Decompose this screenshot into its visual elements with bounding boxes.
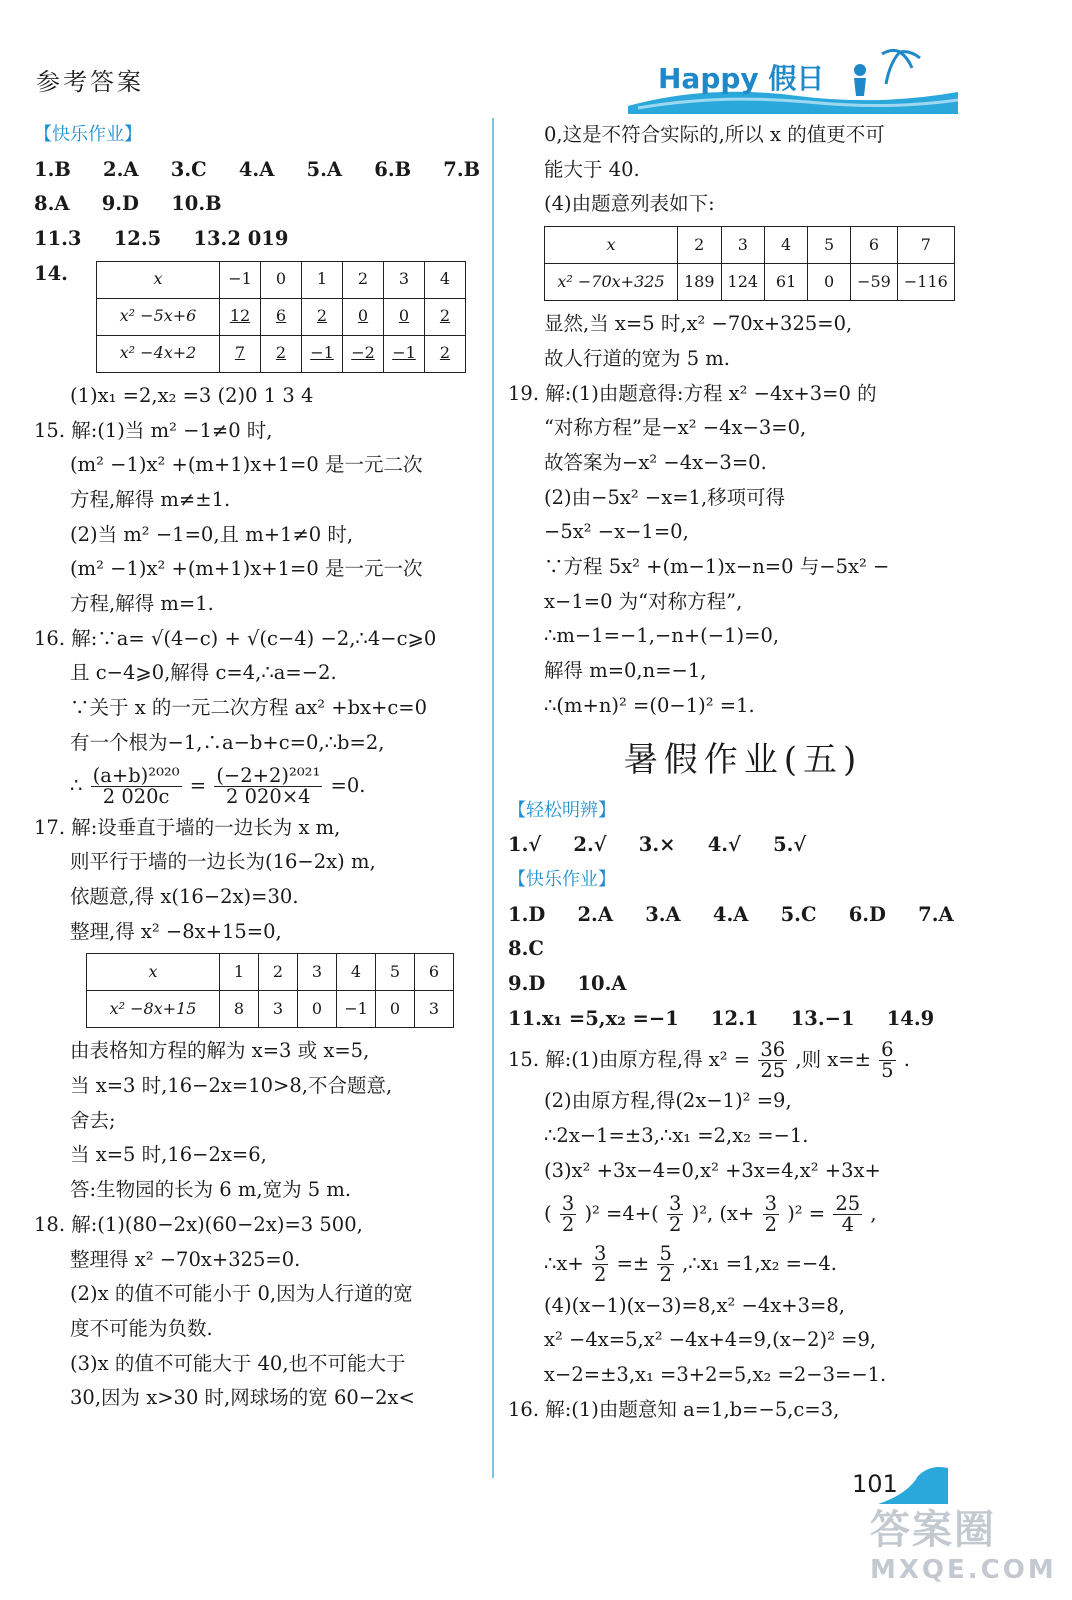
table-row: [97, 298, 466, 335]
table-q18-wrap: [508, 226, 978, 301]
person-body-icon: [854, 78, 866, 96]
table-cell: 6: [261, 298, 302, 335]
text: )² =4+(: [584, 1201, 659, 1225]
question-14: [34, 257, 484, 379]
column-divider: [492, 118, 494, 1478]
table-cell: −116: [897, 264, 954, 301]
table-cell: 4: [425, 261, 466, 298]
page-header-title: 参考答案: [36, 68, 144, 96]
numerator: (−2+2)²⁰²¹: [216, 763, 321, 787]
answer: 4.A: [712, 902, 749, 926]
table-cell: 4: [765, 227, 808, 264]
numerator: 3: [764, 1191, 777, 1215]
table-cell: −59: [851, 264, 898, 301]
solution-line: ∴(m+n)² =(0−1)² =1.: [544, 693, 755, 717]
answer: 13.−1: [790, 1006, 855, 1030]
table-cell: −1: [384, 335, 425, 372]
answer-row: [34, 222, 484, 257]
table-cell: 2: [261, 335, 302, 372]
table-cell: 1: [302, 261, 343, 298]
answer: 2.A: [103, 157, 139, 181]
table-cell: 4: [337, 954, 376, 991]
text: )² =: [787, 1201, 826, 1225]
solution-line: 当 x=3 时,16−2x=10>8,不合题意,: [70, 1074, 393, 1098]
text: ∴x+: [544, 1251, 584, 1275]
solution-line: (2)当 m² −1=0,且 m+1≠0 时,: [70, 522, 354, 546]
section-heading: 【快乐作业】: [508, 868, 616, 890]
denominator: 2: [668, 1212, 682, 1236]
answer: 9.D: [508, 972, 546, 996]
table-row: [545, 227, 955, 264]
table-cell: 61: [765, 264, 808, 301]
table-cell: 0: [384, 298, 425, 335]
solution-line-fraction: [508, 1036, 978, 1084]
table-cell: 0: [376, 991, 415, 1028]
answer: 8.C: [508, 937, 544, 961]
solution-line: 方程,解得 m≠±1.: [70, 487, 231, 511]
solution-line: 故答案为−x² −4x−3=0.: [544, 450, 767, 474]
table-cell: 2: [425, 335, 466, 372]
fraction: [592, 1241, 608, 1286]
table-q14: [96, 261, 466, 373]
table-cell: 0: [343, 298, 384, 335]
person-icon: [854, 64, 866, 76]
watermark-url: MXQE.COM: [870, 1555, 1057, 1585]
table-cell: x² −70x+325: [545, 264, 678, 301]
table-cell: 5: [808, 227, 851, 264]
solution-line: 方程,解得 m=1.: [70, 592, 214, 616]
solution-line: (2)x 的值不可能小于 0,因为人行道的宽: [70, 1282, 413, 1306]
answer: 7.B: [443, 157, 481, 181]
table-cell: 8: [220, 991, 259, 1028]
solution-line: (m² −1)x² +(m+1)x+1=0 是一元一次: [70, 557, 423, 581]
answer: 3.C: [170, 157, 207, 181]
answer-row: [34, 187, 484, 222]
denominator: 2: [659, 1262, 672, 1286]
table-cell: 1: [220, 954, 259, 991]
solution-line: 有一个根为−1,∴a−b+c=0,∴b=2,: [70, 730, 385, 754]
left-column: [34, 118, 484, 1416]
table-cell: 0: [808, 264, 851, 301]
table-cell: 124: [721, 264, 765, 301]
solution-line-fraction: [508, 1189, 978, 1239]
text: )², (x+: [691, 1201, 755, 1225]
answer: 14.9: [886, 1006, 935, 1030]
answer: 9.D: [101, 192, 139, 216]
answer-row: [508, 1002, 978, 1037]
text: ∴: [70, 773, 83, 797]
solution-line: 且 c−4⩾0,解得 c=4,∴a=−2.: [70, 661, 337, 685]
answer: 10.A: [577, 972, 627, 996]
answer: 4.A: [238, 157, 275, 181]
numerator: 25: [835, 1191, 861, 1215]
fraction: [667, 1191, 683, 1236]
solution-line: 19. 解:(1)由题意得:方程 x² −4x+3=0 的: [508, 381, 877, 405]
table-cell: 6: [851, 227, 898, 264]
solution-line: 16. 解:(1)由题意知 a=1,b=−5,c=3,: [508, 1397, 840, 1421]
table-cell: 5: [376, 954, 415, 991]
text: =±: [616, 1251, 650, 1275]
table-cell: 3: [298, 954, 337, 991]
table-cell: 189: [678, 264, 722, 301]
solution-line: 能大于 40.: [544, 157, 640, 181]
answer: 3.A: [645, 902, 681, 926]
solution-line: 当 x=5 时,16−2x=6,: [70, 1143, 267, 1167]
table-cell: 3: [721, 227, 765, 264]
fraction: [214, 763, 322, 808]
denominator: 2 020×4: [226, 784, 311, 808]
answer: 5.√: [773, 833, 807, 857]
happy-holiday-logo: [628, 44, 958, 114]
answer: 1.D: [508, 902, 546, 926]
table-q18: [544, 226, 955, 301]
solution-line: 舍去;: [70, 1108, 116, 1132]
answer: 1.√: [508, 833, 542, 857]
solution-line: ∴m−1=−1,−n+(−1)=0,: [544, 624, 780, 648]
table-row: [87, 991, 454, 1028]
numerator: 3: [668, 1191, 682, 1215]
solution-line: x² −4x=5,x² −4x+4=9,(x−2)² =9,: [544, 1328, 877, 1352]
solution-line: 整理得 x² −70x+325=0.: [70, 1247, 301, 1271]
denominator: 2 020c: [102, 784, 170, 808]
text: ,则 x=±: [795, 1048, 871, 1072]
solution-line: 依题意,得 x(16−2x)=30.: [70, 884, 299, 908]
question-number: 14.: [34, 261, 68, 285]
fraction: [763, 1191, 779, 1236]
solution-line: (3)x² +3x−4=0,x² +3x=4,x² +3x+: [544, 1158, 881, 1182]
text: =0.: [330, 773, 366, 797]
denominator: 25: [760, 1059, 786, 1083]
section-title: 暑假作业(五): [623, 739, 863, 780]
answer: 13.2 019: [193, 227, 289, 251]
answer-row: [508, 828, 978, 863]
logo-text: Happy 假日: [658, 62, 825, 95]
numerator: 6: [881, 1038, 894, 1062]
table-cell: 3: [259, 991, 298, 1028]
solution-line: “对称方程”是−x² −4x−3=0,: [544, 416, 807, 440]
fraction: [758, 1040, 787, 1081]
solution-line-fraction: [508, 1239, 978, 1289]
denominator: 2: [764, 1212, 777, 1236]
text: ,∴x₁ =1,x₂ =−4.: [682, 1251, 837, 1275]
answer: 12.5: [113, 227, 162, 251]
table-cell: x: [545, 227, 678, 264]
solution-line: −5x² −x−1=0,: [544, 520, 689, 544]
answer: 6.D: [848, 902, 886, 926]
solution-line: (m² −1)x² +(m+1)x+1=0 是一元二次: [70, 453, 423, 477]
solution-line: (4)(x−1)(x−3)=8,x² −4x+3=8,: [544, 1293, 845, 1317]
denominator: 2: [593, 1262, 607, 1286]
table-cell: 6: [415, 954, 454, 991]
answer: 12.1: [710, 1006, 759, 1030]
table-cell: 2: [343, 261, 384, 298]
answer: 2.A: [577, 902, 613, 926]
section-heading: 【快乐作业】: [34, 124, 142, 145]
palm-tree-icon: [882, 50, 920, 84]
fraction: [879, 1040, 895, 1081]
table-cell: 2: [259, 954, 298, 991]
table-cell: x: [97, 261, 220, 298]
table-cell: 12: [220, 298, 261, 335]
text: ,: [870, 1201, 877, 1225]
table-cell: 2: [302, 298, 343, 335]
table-cell: 7: [897, 227, 954, 264]
solution-line: 故人行道的宽为 5 m.: [544, 346, 730, 370]
denominator: 5: [881, 1059, 894, 1083]
table-q17-wrap: [34, 953, 484, 1028]
solution-line: ∴2x−1=±3,∴x₁ =2,x₂ =−1.: [544, 1124, 809, 1148]
watermark-text: 答案圈: [870, 1507, 996, 1553]
solution-line: 解得 m=0,n=−1,: [544, 659, 707, 683]
solution-line: 整理,得 x² −8x+15=0,: [70, 919, 282, 943]
fraction: [560, 1191, 576, 1236]
table-row: [87, 954, 454, 991]
table-cell: x² −8x+15: [87, 991, 220, 1028]
table-cell: 0: [261, 261, 302, 298]
solution-line: 30,因为 x>30 时,网球场的宽 60−2x<: [70, 1386, 415, 1410]
text: 15. 解:(1)由原方程,得 x² =: [508, 1048, 751, 1072]
answer-line: (1)x₁ =2,x₂ =3 (2)0 1 3 4: [70, 383, 314, 407]
numerator: 3: [593, 1241, 607, 1265]
table-cell: −1: [337, 991, 376, 1028]
fraction: [91, 763, 182, 808]
solution-line: (2)由原方程,得(2x−1)² =9,: [544, 1089, 792, 1113]
table-cell: 2: [678, 227, 722, 264]
section-heading: 【轻松明辨】: [508, 799, 616, 821]
solution-line-fraction: [34, 761, 484, 811]
page-number: 101: [852, 1470, 898, 1498]
table-cell: −1: [302, 335, 343, 372]
solution-line: 由表格知方程的解为 x=3 或 x=5,: [70, 1039, 370, 1063]
table-cell: 3: [415, 991, 454, 1028]
answer: 6.B: [374, 157, 412, 181]
answer: 7.A: [918, 902, 954, 926]
solution-line: ∵方程 5x² +(m−1)x−n=0 与−5x² −: [544, 555, 890, 579]
denominator: 2: [561, 1212, 575, 1236]
solution-line: (2)由−5x² −x=1,移项可得: [544, 485, 786, 509]
right-column: [508, 118, 978, 1427]
answer-row: [508, 967, 978, 1002]
answer: 1.B: [34, 157, 71, 181]
table-cell: −1: [220, 261, 261, 298]
table-cell: x² −5x+6: [97, 298, 220, 335]
answer-row: [508, 932, 978, 967]
numerator: 36: [760, 1038, 786, 1062]
fraction: [833, 1191, 862, 1236]
table-q17: [86, 953, 454, 1028]
denominator: 4: [841, 1212, 854, 1236]
answer: 3.×: [638, 833, 676, 857]
solution-line: 度不可能为负数.: [70, 1316, 213, 1340]
answer: 4.√: [707, 833, 741, 857]
answer: 8.A: [34, 192, 70, 216]
numerator: 3: [561, 1191, 575, 1215]
table-cell: 0: [298, 991, 337, 1028]
answer: 5.A: [306, 157, 343, 181]
table-cell: x² −4x+2: [97, 335, 220, 372]
solution-line: 显然,当 x=5 时,x² −70x+325=0,: [544, 312, 853, 336]
solution-line: x−1=0 为“对称方程”,: [544, 589, 743, 613]
table-row: [545, 264, 955, 301]
solution-line: (3)x 的值不可能大于 40,也不可能大于: [70, 1351, 406, 1375]
solution-line: 15. 解:(1)当 m² −1≠0 时,: [34, 418, 273, 442]
text: .: [903, 1048, 910, 1072]
solution-line: 17. 解:设垂直于墙的一边长为 x m,: [34, 815, 341, 839]
table-row: [97, 335, 466, 372]
watermark: [870, 1498, 1070, 1598]
text: (: [544, 1201, 552, 1225]
answer: 2.√: [573, 833, 607, 857]
solution-line: 16. 解:∵a= √(4−c) + √(c−4) −2,∴4−c⩾0: [34, 626, 437, 650]
table-cell: x: [87, 954, 220, 991]
solution-line: 答:生物园的长为 6 m,宽为 5 m.: [70, 1178, 352, 1202]
solution-line: ∵关于 x 的一元二次方程 ax² +bx+c=0: [70, 696, 428, 720]
answer-row: [34, 153, 484, 188]
solution-line: (4)由题意列表如下:: [544, 192, 715, 216]
table-cell: 3: [384, 261, 425, 298]
answer: 11.3: [34, 227, 82, 251]
solution-line: 0,这是不符合实际的,所以 x 的值更不可: [544, 123, 885, 146]
text: =: [189, 773, 207, 797]
answer: 5.C: [780, 902, 817, 926]
numerator: (a+b)²⁰²⁰: [92, 763, 180, 787]
solution-line: 则平行于墙的一边长为(16−2x) m,: [70, 850, 376, 874]
table-row: [97, 261, 466, 298]
solution-line: 18. 解:(1)(80−2x)(60−2x)=3 500,: [34, 1212, 363, 1236]
table-cell: 2: [425, 298, 466, 335]
solution-line: x−2=±3,x₁ =3+2=5,x₂ =2−3=−1.: [544, 1362, 887, 1386]
answer: 10.B: [171, 192, 222, 216]
table-cell: −2: [343, 335, 384, 372]
answer: 11.x₁ =5,x₂ =−1: [508, 1006, 679, 1030]
fraction: [657, 1241, 673, 1286]
numerator: 5: [659, 1241, 672, 1265]
answer-row: [508, 898, 978, 933]
table-cell: 7: [220, 335, 261, 372]
